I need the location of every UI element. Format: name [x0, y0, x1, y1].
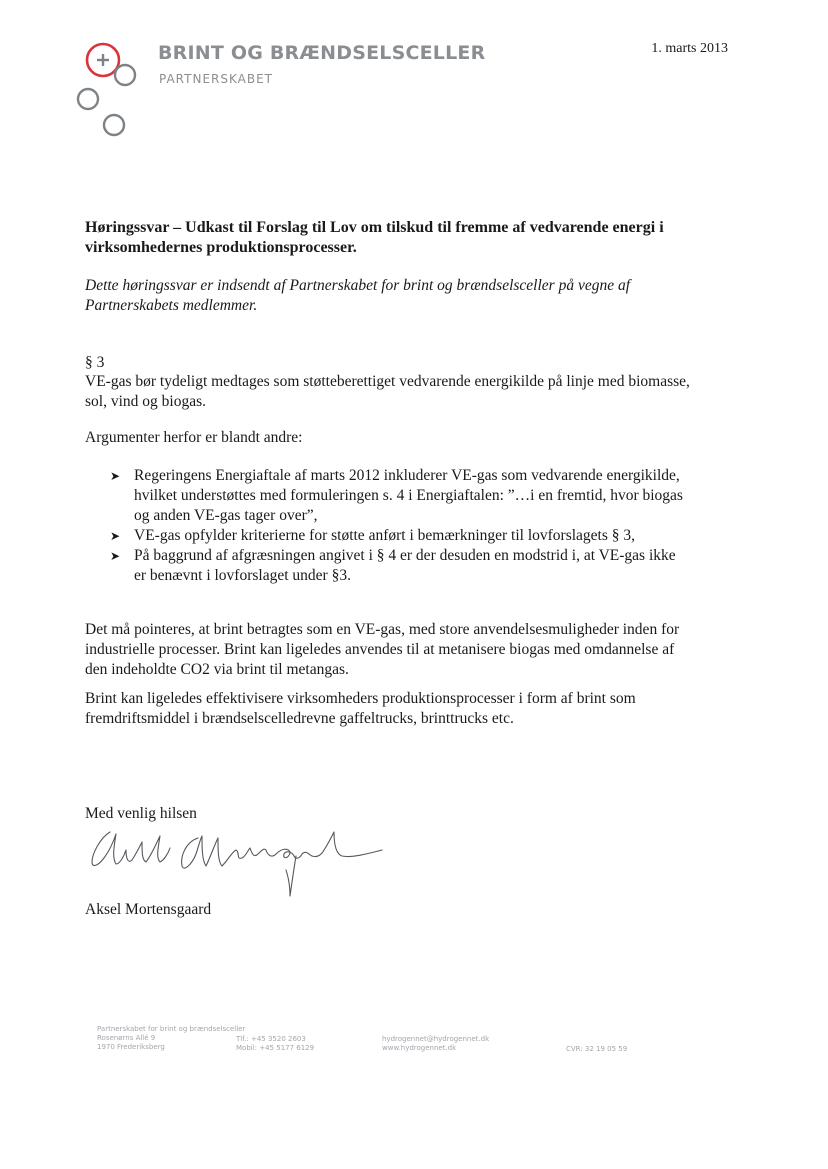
footer-web: www.hydrogennet.dk	[382, 1044, 457, 1052]
handwritten-signature	[86, 824, 386, 904]
section-text: VE-gas bør tydeligt medtages som støtteberettiget vedvarende energikilde på linje med biomasse, sol, vind og biogas.	[85, 373, 690, 410]
letter-date: 1. marts 2013	[651, 41, 728, 56]
footer-email: hydrogennet@hydrogennet.dk	[382, 1035, 490, 1043]
intro-text: Dette høringssvar er indsendt af Partnerskabet for brint og brændselsceller på vegne af Partnerskabets medlemmer.	[85, 277, 631, 314]
signer-name: Aksel Mortensgaard	[85, 901, 212, 918]
section-number: § 3	[85, 354, 105, 371]
footer-cvr: CVR: 32 19 05 59	[566, 1045, 628, 1053]
footer-address	[97, 1025, 245, 1052]
organization-name: BRINT OG BRÆNDSELSCELLER	[158, 42, 486, 64]
arrow-bullet-icon: ➤	[110, 529, 121, 543]
footer-mobile: Mobil: +45 5177 6129	[236, 1044, 315, 1052]
footer-phone: Tlf.: +45 3520 2603	[236, 1035, 306, 1043]
organization-subtitle: PARTNERSKABET	[159, 72, 273, 86]
footer-phones	[236, 1035, 314, 1053]
footer-org: Partnerskabet for brint og brændselsceller	[97, 1025, 246, 1033]
list-item-text: VE-gas opfylder kriterierne for støtte anført i bemærkninger til lovforslagets § 3,	[134, 527, 636, 544]
document-title: Høringssvar – Udkast til Forslag til Lov om tilskud til fremme af vedvarende energi i virksomhedernes produktionsprocesser.	[85, 219, 664, 256]
arguments-list	[108, 466, 684, 586]
plus-circles-logo-icon	[74, 36, 154, 140]
list-item-text: På baggrund af afgræsningen angivet i § 4 er der desuden en modstrid i, at VE-gas ikke er benævnt i lovforslaget under §3.	[134, 547, 676, 584]
footer-contact	[382, 1035, 489, 1053]
arrow-bullet-icon: ➤	[110, 549, 121, 563]
list-item	[108, 466, 684, 526]
paragraph: Det må pointeres, at brint betragtes som en VE-gas, med store anvendelsesmuligheder inden for industrielle processer. Brint kan ligeledes anvendes til at metanisere biogas med omdannelse af den indeholdte CO2 via brint til metangas.	[85, 621, 680, 678]
arguments-intro: Argumenter herfor er blandt andre:	[85, 429, 303, 446]
list-item	[108, 526, 684, 546]
list-item	[108, 546, 684, 586]
closing-greeting: Med venlig hilsen	[85, 805, 197, 822]
arrow-bullet-icon: ➤	[110, 469, 121, 483]
footer-city: 1970 Frederiksberg	[97, 1043, 165, 1051]
paragraph: Brint kan ligeledes effektivisere virksomheders produktionsprocesser i form af brint som fremdriftsmiddel i brændselscelledrevne gaffeltrucks, brinttrucks etc.	[85, 690, 636, 727]
footer-street: Rosenørns Allé 9	[97, 1034, 156, 1042]
list-item-text: Regeringens Energiaftale af marts 2012 inkluderer VE-gas som vedvarende energikilde, hvilket understøttes med formuleringen s. 4 i Energiaftalen: ”…i en fremtid, hvor biogas og anden VE-gas tager over”,	[134, 467, 683, 524]
